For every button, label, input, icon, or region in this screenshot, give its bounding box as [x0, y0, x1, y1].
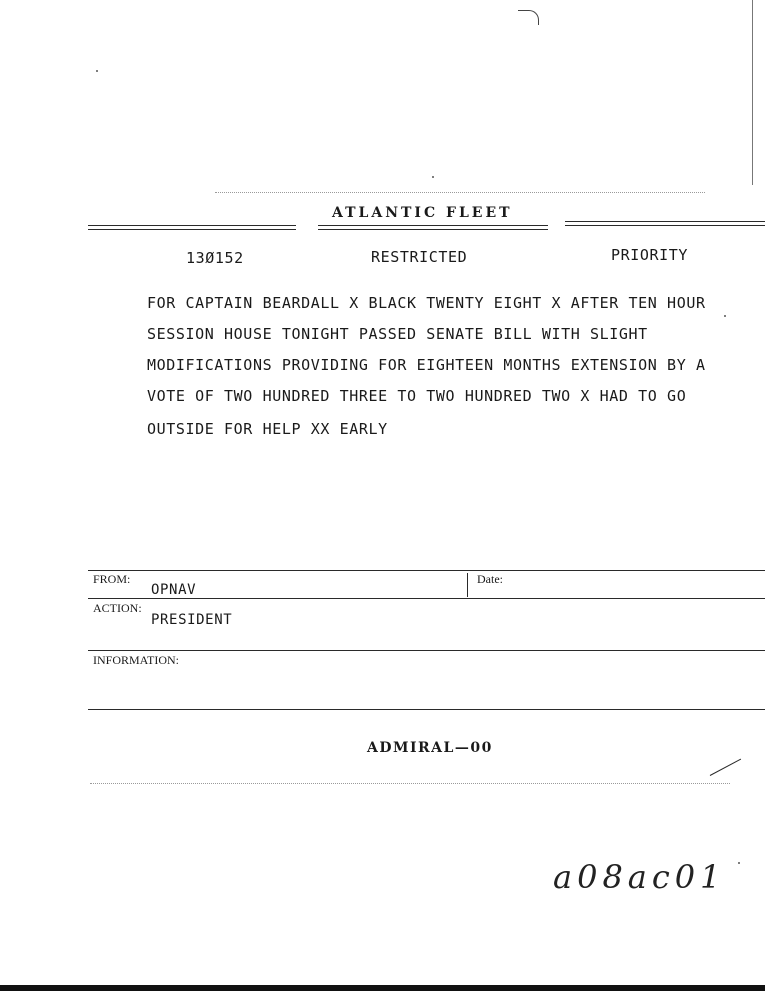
speck	[724, 315, 726, 317]
header-rule-right-2	[565, 225, 765, 226]
header-rule-center-2	[318, 229, 548, 230]
message-line: FOR CAPTAIN BEARDALL X BLACK TWENTY EIGHT X AFTER TEN HOUR	[147, 294, 706, 312]
precedence: PRIORITY	[611, 246, 689, 264]
from-label: FROM:	[93, 572, 131, 586]
handwritten-code: a08ac01	[553, 858, 726, 896]
header-rule-center	[318, 225, 548, 226]
date-label: Date:	[477, 572, 503, 586]
header-rule-right	[565, 221, 765, 222]
header-dotted-rule	[215, 192, 705, 193]
message-line: SESSION HOUSE TONIGHT PASSED SENATE BILL WITH SLIGHT	[147, 325, 648, 343]
action-value: PRESIDENT	[151, 612, 233, 628]
information-label: INFORMATION:	[93, 653, 180, 667]
header-rule-left	[88, 225, 296, 226]
classification: RESTRICTED	[371, 248, 468, 266]
routing-rule-top	[88, 570, 765, 571]
scan-bottom-edge	[0, 985, 765, 991]
routing-rule-from	[88, 598, 765, 599]
routing-rule-bottom	[88, 709, 765, 710]
scan-edge	[752, 0, 753, 185]
from-value: OPNAV	[151, 582, 197, 598]
punch-mark	[518, 10, 539, 25]
footer-dotted-rule	[90, 783, 730, 784]
document-title: ATLANTIC FLEET	[332, 205, 513, 221]
message-serial: 13Ø152	[186, 249, 244, 267]
speck	[96, 70, 98, 72]
action-label: ACTION:	[93, 601, 142, 615]
routing-rule-action	[88, 650, 765, 651]
message-line: VOTE OF TWO HUNDRED THREE TO TWO HUNDRED TWO X HAD TO GO	[147, 387, 687, 405]
speck	[432, 176, 434, 178]
footer-tick	[710, 759, 741, 776]
message-line: OUTSIDE FOR HELP XX EARLY	[147, 420, 388, 438]
speck	[738, 862, 740, 864]
header-rule-left-2	[88, 229, 296, 230]
footer-title: ADMIRAL—00	[367, 740, 493, 756]
date-divider	[467, 573, 468, 597]
message-line: MODIFICATIONS PROVIDING FOR EIGHTEEN MONTHS EXTENSION BY A	[147, 356, 706, 374]
